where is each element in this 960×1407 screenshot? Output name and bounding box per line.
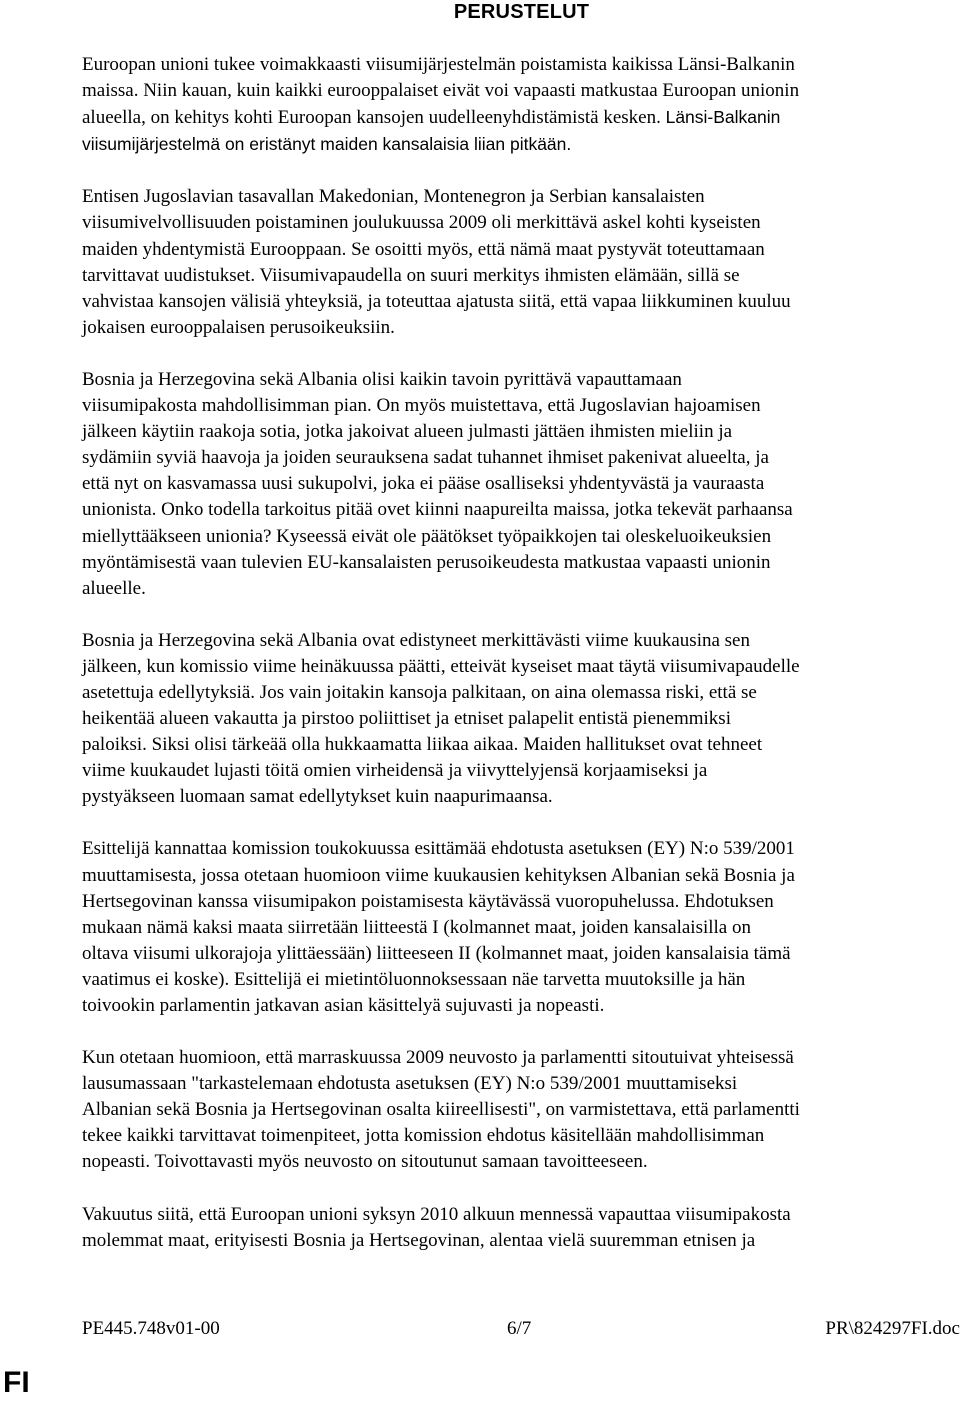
paragraph-4: Bosnia ja Herzegovina sekä Albania ovat edistyneet merkittävästi viime kuukausina sen jälkeen, kun komissio viime heinäkuussa päätti, etteivät kyseiset maat täytä viisumivapaudelle asetettuja edellytyksiä. Jos vain joitakin kansoja palkitaan, on aina olemassa riski, että se heikentää alueen vakautta ja pirstoo poliittiset ja etniset palapelit entistä pienemmiksi paloiksi. Siksi olisi tärkeää olla hukkaamatta liikaa aikaa. Maiden hallitukset ovat tehneet viime kuukaudet lujasti töitä omien virheidensä ja viivyttelyjensä korjaamiseksi ja pystyäkseen luomaan samat edellytykset kuin naapurimaansa.	[82, 629, 800, 808]
paragraph-1	[82, 52, 960, 158]
page-footer	[82, 1316, 960, 1342]
language-code: FI	[3, 1366, 30, 1399]
paragraph-1-text: Euroopan unioni tukee voimakkaasti viisumijärjestelmän poistamista kaikissa Länsi-Balkanin maissa. Niin kauan, kuin kaikki eurooppalaiset eivät voi vapaasti matkustaa Euroopan unionin alueella, on kehitys kohti Euroopan kansojen uudelleenyhdistämistä kesken.	[82, 54, 800, 129]
page-number: 6/7	[507, 1318, 532, 1339]
paragraph-2: Entisen Jugoslavian tasavallan Makedonian, Montenegron ja Serbian kansalaisten viisumivelvollisuuden poistaminen joulukuussa 2009 oli merkittävä askel kohti kyseisten maiden yhdentymistä Eurooppaan. Se osoitti myös, että nämä maat pystyvät toteuttamaan tarvittavat uudistukset. Viisumivapaudella on suuri merkitys ihmisten elämään, sillä se vahvistaa kansojen välisiä yhteyksiä, ja toteuttaa ajatusta siitä, että vapaa liikkuminen kuuluu jokaisen eurooppalaisen perusoikeuksiin.	[82, 186, 791, 338]
paragraph-5: Esittelijä kannattaa komission toukokuussa esittämää ehdotusta asetuksen (EY) N:o 539/2001 muuttamisesta, jossa otetaan huomioon viime kuukausien kehityksen Albanian sekä Bosnia ja Hertsegovinan kanssa viisumipakon poistamisesta käytävässä vuoropuhelussa. Ehdotuksen mukaan nämä kaksi maata siirretään liitteestä I (kolmannet maat, joiden kansalaisilla on oltava viisumi ulkorajoja ylittäessään) liitteeseen II (kolmannet maat, joiden kansalaisia tämä vaatimus ei koske). Esittelijä ei mietintöluonnoksessaan näe tarvetta muutoksille ja hän toivookin parlamentin jatkavan asian käsittelyä sujuvasti ja nopeasti.	[82, 838, 795, 1016]
document-body	[82, 52, 960, 1280]
document-reference: PE445.748v01-00	[82, 1318, 220, 1339]
paragraph-1-sans-text: Länsi-Balkanin viisumijärjestelmä on eristänyt maiden kansalaisia liian pitkään.	[82, 107, 781, 155]
file-name: PR\824297FI.doc	[825, 1318, 960, 1339]
page-title: PERUSTELUT	[453, 1, 590, 23]
paragraph-3: Bosnia ja Herzegovina sekä Albania olisi kaikin tavoin pyrittävä vapauttamaan viisumipakosta mahdollisimman pian. On myös muistettava, että Jugoslavian hajoamisen jälkeen käytiin raakoja sotia, jotka jakoivat alueen julmasti jättäen ihmisten mieliin ja sydämiin syviä haavoja ja joiden seurauksena sadat tuhannet ihmiset pakenivat alueelta, ja että nyt on kasvamassa uusi sukupolvi, joka ei pääse osalliseksi yhdentyvästä ja vauraasta unionista. Onko todella tarkoitus pitää ovet kiinni naapureilta maissa, jotka tekevät parhaansa miellyttääkseen unionia? Kyseessä eivät ole päätökset työpaikkojen tai oleskeluoikeuksien myöntämisestä vaan tulevien EU-kansalaisten perusoikeudesta matkustaa vapaasti unionin alueelle.	[82, 368, 793, 599]
paragraph-6: Kun otetaan huomioon, että marraskuussa 2009 neuvosto ja parlamentti sitoutuivat yhteisessä lausumassaan "tarkastelemaan ehdotusta asetuksen (EY) N:o 539/2001 muuttamiseksi Albanian sekä Bosnia ja Hertsegovinan osalta kiireellisesti", on varmistettava, että parlamentti tekee kaikki tarvittavat toimenpiteet, jotta komission ehdotus käsitellään mahdollisimman nopeasti. Toivottavasti myös neuvosto on sitoutunut samaan tavoitteeseen.	[82, 1047, 800, 1173]
paragraph-7: Vakuutus siitä, että Euroopan unioni syksyn 2010 alkuun mennessä vapauttaa viisumipakosta molemmat maat, erityisesti Bosnia ja Hertsegovinan, alentaa vielä suuremman etnisen ja	[82, 1203, 791, 1251]
